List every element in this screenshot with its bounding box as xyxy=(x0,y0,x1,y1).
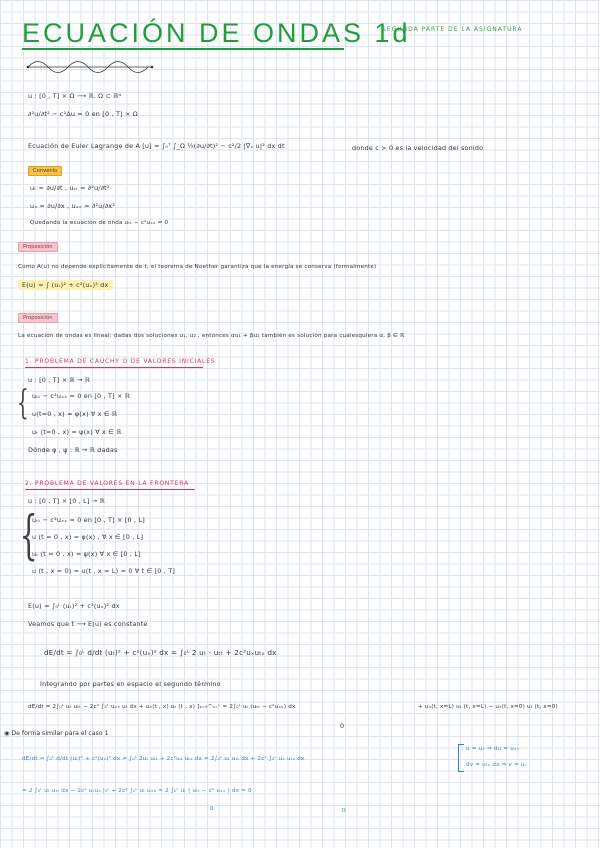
caso1-line-1: dE/dt = ∫₀ᴸ d/dt (uₜ)² + c²(uₓ)² dx = ∫₀ᴸ 2uₜ uₜₜ + 2c²uₓ uₜₓ dx = 2∫₀ᴸ uₜ uₜₜ dx + 2c² ∫₀ᴸ uₓ uₜₓ dx xyxy=(22,756,305,762)
boundary-terms: + uₓ(t, x=L) uₜ (t, x=L) − uₓ(t, x=0) uₜ (t, x=0) xyxy=(418,704,558,710)
convenio-line-2: uₓ = ∂u/∂x , uₓₓ = ∂²u/∂x² xyxy=(30,202,116,210)
bullet-icon: ◉ xyxy=(4,730,12,737)
cauchy-eq-2: u(t=0 , x) = φ(x) ∀ x ∈ ℝ xyxy=(32,410,118,418)
title-underline xyxy=(22,48,344,50)
frontier-eq-3: uₜ (t = 0 , x) = ψ(x) ∀ x ∈ [0 , L] xyxy=(32,550,141,558)
cauchy-domain: u : [0 , T] × ℝ → ℝ xyxy=(28,376,91,384)
substitution-2: dv = uₜₓ dx ⇒ v = uₜ xyxy=(466,762,527,768)
substitution-bracket xyxy=(458,744,464,772)
page-subtitle: SEGUNDA PARTE DE LA ASIGNATURA xyxy=(382,26,523,33)
linearity-statement: La ecuación de ondas es lineal: dadas dos soluciones u₁, u₂ , entonces αu₁ + βu₂ también es solución para cualesquiera α, β ∈ ℝ xyxy=(18,333,405,339)
frontier-brace: { xyxy=(19,506,38,566)
frontier-section-title: 2. PROBLEMA DE VALORES EN LA FRONTERA xyxy=(25,480,189,487)
integration-note: Integrando por partes en espacio el segundo término xyxy=(40,680,221,688)
integration-by-parts: dE/dt = 2∫₀ᴸ uₜ uₜₜ − 2c² ∫₀ᴸ uₓₓ uₜ dx + uₓ(t , x) uₜ (t , x) ]ₓ₌₀^ₓ₌ᴸ = 2∫₀ᴸ uₜ (uₜₜ − c²uₓₓ) dx xyxy=(28,704,296,710)
energy-derivative: dE/dt = ∫₀ᴸ d/dt (uₜ)² + c²(uₓ)² dx = ∫₀ᴸ 2 uₜ · uₜₜ + 2c²uₓuₜₓ dx xyxy=(44,648,277,657)
wave-equation: ∂²u/∂t² − c²Δu = 0 en [0 , T] × Ω xyxy=(28,110,138,118)
cauchy-underline xyxy=(25,367,203,368)
cauchy-section-title: 1. PROBLEMA DE CAUCHY O DE VALORES INICIALES xyxy=(25,358,216,365)
frontier-eq-4: u (t , x = 0) = u(t , x = L) = 0 ∀ t ∈ [0 , T] xyxy=(32,567,176,575)
convenio-tag: Convenio xyxy=(28,166,62,176)
cauchy-eq-1: uₜₜ − c²uₓₓ = 0 en [0 , T] × ℝ xyxy=(32,392,131,400)
euler-lagrange-line: Ecuación de Euler Lagrange de A [u] = ∫₀ᵀ ∫_Ω ½(∂u/∂t)² − c²/2 |∇ₓ u|² dx dt xyxy=(28,142,285,150)
wave-illustration xyxy=(26,56,156,78)
cauchy-brace: { xyxy=(16,383,29,423)
frontier-eq-2: u (t = 0 , x) = φ(x) , ∀ x ∈ [0 , L] xyxy=(32,533,144,541)
caso1-note: ◉ De forma similar para el caso 1 xyxy=(4,730,109,737)
frontier-underline xyxy=(25,489,195,490)
noether-statement: Como A(u) no depende explícitamente de t, el teorema de Noether garantiza que la energía se conserva (formalmente) xyxy=(18,264,377,270)
frontier-domain: u : [0 , T] × [0 , L] → ℝ xyxy=(28,497,105,505)
frontier-zero: 0 xyxy=(340,722,345,730)
energy-definition: E(u) = ∫ (uₜ)² + c²(uₓ)² dx xyxy=(18,280,113,290)
caso1-zero-2: 0 xyxy=(342,808,346,814)
page-title: ECUACIÓN DE ONDAS 1d xyxy=(22,18,411,48)
frontier-claim: Veamos que t ⟶ E(u) es constante xyxy=(28,620,148,628)
cauchy-eq-3: uₜ (t=0 , x) = ψ(x) ∀ x ∈ ℝ xyxy=(32,428,122,436)
substitution-1: u = uₓ ⇒ du = uₓₓ xyxy=(466,746,520,752)
caso1-line-2: = 2 ∫₀ᴸ uₜ uₜₜ dx − 2c² uₜuₓ |₀ᴸ + 2c² ∫₀ᴸ uₜ uₓₓ = 2 ∫₀ᴸ uₜ ( uₜₜ − c² uₓₓ ) dx = 0 xyxy=(22,788,252,794)
sound-speed-note: donde c > 0 es la velocidad del sonido xyxy=(352,144,484,152)
domain-definition: u : [0 , T] × Ω ⟶ ℝ. Ω ⊂ ℝᵈ xyxy=(28,92,122,100)
frontier-eq-1: uₜₜ − c²uₓₓ = 0 en [0 , T] × [0 , L] xyxy=(32,516,145,524)
cauchy-given: Dónde φ , ψ : ℝ → ℝ dadas xyxy=(28,446,118,454)
frontier-energy: E(u) = ∫₀ᴸ (uₜ)² + c²(uₓ)² dx xyxy=(28,602,120,610)
convenio-line-1: uₜ = ∂u/∂t , uₜₜ = ∂²u/∂t² xyxy=(30,184,110,192)
proposicion-tag-2: Proposición xyxy=(18,313,58,323)
caso1-zero-1: 0 xyxy=(210,806,214,812)
proposicion-tag-1: Proposición xyxy=(18,242,58,252)
convenio-result: Quedando la ecuación de onda uₜₜ − c²uₓₓ = 0 xyxy=(30,220,169,226)
